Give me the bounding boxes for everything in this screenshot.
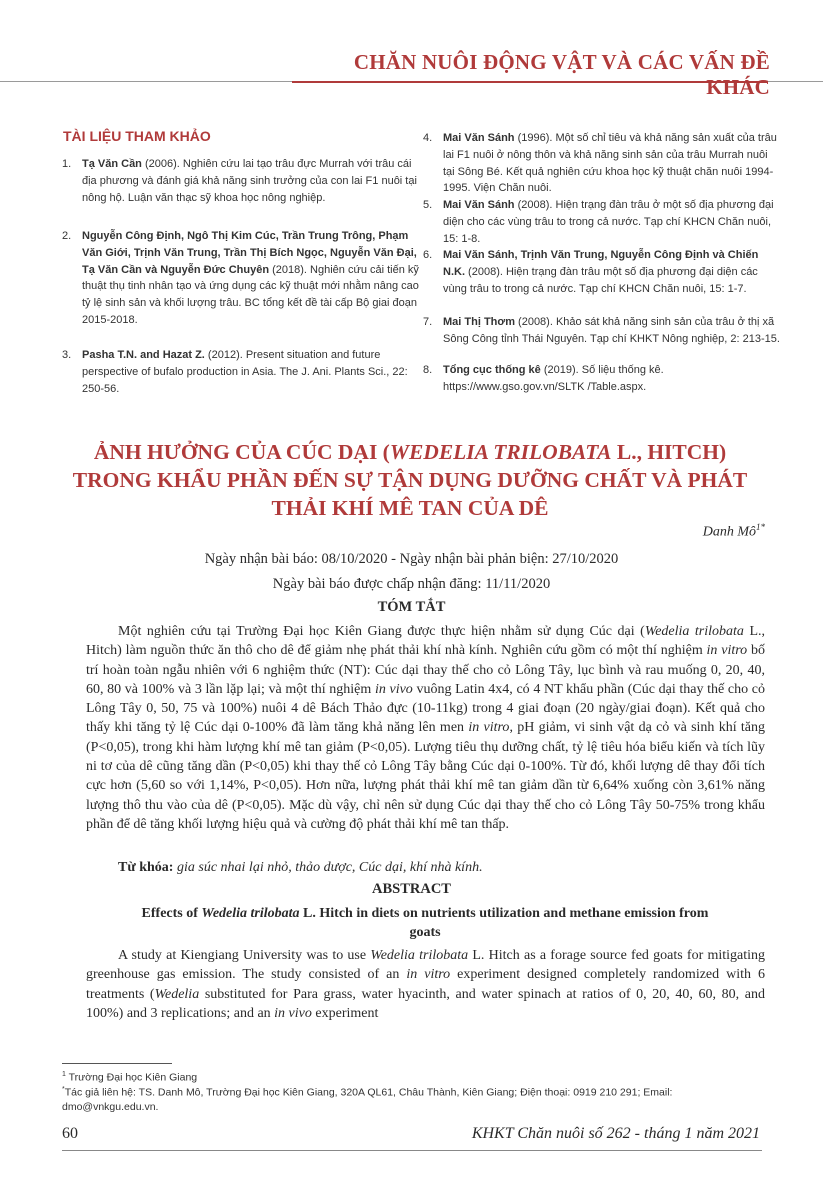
keywords: Từ khóa: gia súc nhai lại nhỏ, thảo dược, Cúc dại, khí nhà kính. [118, 860, 483, 875]
summary-heading: TÓM TẮT [377, 599, 446, 615]
header-accent-rule [292, 81, 768, 83]
reference-item: 3. Pasha T.N. and Hazat Z. (2012). Present situation and future perspective of bufalo production in Asia. The J. Ani. Plants Sci., 22: 250-56. [62, 349, 408, 395]
received-dates: Ngày nhận bài báo: 08/10/2020 - Ngày nhận bài phản biện: 27/10/2020 [204, 551, 619, 567]
footer-divider [62, 1150, 762, 1151]
footnote-contact: *Tác giả liên hệ: TS. Danh Mô, Trường Đại học Kiên Giang, 320A QL61, Châu Thành, Kiên Giang; Điện thoại: 0919 210 291; Email: dmo@vnkgu.edu.vn. [62, 1086, 673, 1113]
journal-footer: KHKT Chăn nuôi số 262 - tháng 1 năm 2021 [471, 1125, 760, 1142]
reference-item: 7. Mai Thị Thơm (2008). Khảo sát khả năng sinh sản của trâu ở thị xã Sông Công tỉnh Thái Nguyên. Tạp chí KHKT Nông nghiệp, 2: 213-15. [423, 316, 780, 345]
reference-item: 5. Mai Văn Sánh (2008). Hiện trạng đàn trâu ở một số địa phương đại diện cho các vùng trâu to trong cả nước. Tạp chí KHCN Chăn nuôi, 15: 1-8. [423, 199, 774, 245]
abstract-heading: ABSTRACT [372, 881, 451, 897]
article-author: Danh $Mô^{1*}$ [702, 522, 765, 540]
page-number: 60 [62, 1125, 78, 1142]
abstract-text: A study at Kiengiang University was to use Wedelia trilobata L. Hitch as a forage source fed goats for mitigating greenhouse gas emission. The study consisted of an in vitro experiment designed completely randomized with 6 treatments (Wedelia substituted for Para grass, water hyacinth, and water spinach at ratios of 0, 20, 40, 60, 80, and 100%) and 3 replications; and an in vivo experiment [86, 948, 766, 1021]
reference-item: 2. Nguyễn Công Định, Ngô Thị Kim Cúc, Trần Trung Trông, Phạm Văn Giới, Trịnh Văn Trung, Trần Thị Bích Ngọc, Nguyễn Văn Đại, Tạ Văn Cần và Nguyễn Đức Chuyên (2018). Nghiên cứu cải tiến kỹ thuật thụ tinh nhân tạo và ứng dụng các kỹ thuật mới nhằm nâng cao tỷ lệ sinh sản và khối lượng trâu. BC tổng kết đề tài cấp Bộ giai đoạn 2015-2018. [62, 230, 419, 326]
article-title: ẢNH HƯỞNG CỦA CÚC DẠI (WEDELIA TRILOBATA L., HITCH) TRONG KHẨU PHẦN ĐẾN SỰ TẬN DỤNG DƯỠNG CHẤT VÀ PHÁT THẢI KHÍ MÊ TAN CỦA DÊ [72, 440, 748, 520]
accepted-date: Ngày bài báo được chấp nhận đăng: 11/11/2020 [272, 576, 551, 592]
footnote-affiliation: $^1$ Trường Đại học Kiên Giang [62, 1071, 198, 1084]
footnote-divider [62, 1063, 172, 1064]
reference-item: 6. Mai Văn Sánh, Trịnh Văn Trung, Nguyễn Công Định và Chiến N.K. (2008). Hiện trạng đàn trâu một số địa phương đại diện các vùng trâu to trong cả nước. Tạp chí KHCN Chăn nuôi, 15: 1-7. [423, 249, 759, 295]
reference-item: 4. Mai Văn Sánh (1996). Một số chỉ tiêu và khả năng sản xuất của trâu lai F1 nuôi ở nông thôn và khả năng sinh sản của trâu Murrah nuôi tại Sông Bé. Kết quả nghiên cứu khoa học kỹ thuật chăn nuôi 1994-1995. Viện Chăn nuôi. [423, 132, 777, 195]
references-heading: TÀI LIỆU THAM KHẢO [63, 128, 211, 144]
reference-item: 8. Tổng cục thống kê (2019). Số liệu thống kê. https://www.gso.gov.vn/SLTK /Table.aspx. [423, 364, 664, 393]
reference-item: 1. Tạ Văn Cần (2006). Nghiên cứu lai tạo trâu đực Murrah với trâu cái địa phương và đánh giá khả năng sinh trưởng của con lai F1 nuôi tại nông hộ. Luận văn thạc sỹ khoa học nông nghiệp. [62, 158, 417, 204]
abstract-title: Effects of Wedelia trilobata L. Hitch in diets on nutrients utilization and methane emission from goats [141, 906, 709, 940]
summary-text: Một nghiên cứu tại Trường Đại học Kiên Giang được thực hiện nhằm sử dụng Cúc dại (Wedelia trilobata L., Hitch) làm nguồn thức ăn thô cho dê để giảm nhẹ phát thải khí nhà kính. Nghiên cứu gồm có một thí nghiệm in vitro bố trí hoàn toàn ngẫu nhiên với 6 nghiệm thức (NT): Cúc dại thay thế cho cỏ Lông Tây, lục bình và rau muống 0, 20, 40, 60, 80 và 100% và 3 lần lặp lại; và một thí nghiệm in vivo vuông Latin 4x4, có 4 NT khẩu phần (Cúc dại thay thế cho cỏ Lông Tây 0, 50, 75 và 100%) nuôi 4 dê Bách Thảo đực (10-11kg) trong 4 giai đoạn (20 ngày/giai đoạn). Kết quả cho thấy khi tăng tỷ lệ Cúc dại 0-100% đã làm tăng khả năng lên men in vitro, pH giảm, vi sinh vật dạ cỏ và sinh khí tăng (P<0,05), trong khi hàm lượng khí mê tan giảm (P<0,05). Lượng tiêu thụ dưỡng chất, tỷ lệ tiêu hóa biểu kiến và tích lũy ni tơ của dê cũng tăng dần (P<0,05) khi thay thế cỏ Lông Tây bằng Cúc dại 0-100%. Từ đó, khối lượng dê thay đổi tích cực hơn (5,60 so với 1,14%, P<0,05). Hơn nữa, lượng phát thải khí mê tan giảm dần từ 6,64% xuống còn 3,61% năng lượng thô thu vào của dê (P<0,05). Mặc dù vậy, chỉ nên sử dụng Cúc dại thay thế cho cỏ Lông Tây 50-75% trong khẩu phần để dê tăng khối lượng hiệu quả và cường độ phát thải khí mê tan thấp. [86, 624, 766, 832]
section-header: CHĂN NUÔI ĐỘNG VẬT VÀ CÁC VẤN ĐỀ KHÁC [353, 50, 770, 99]
